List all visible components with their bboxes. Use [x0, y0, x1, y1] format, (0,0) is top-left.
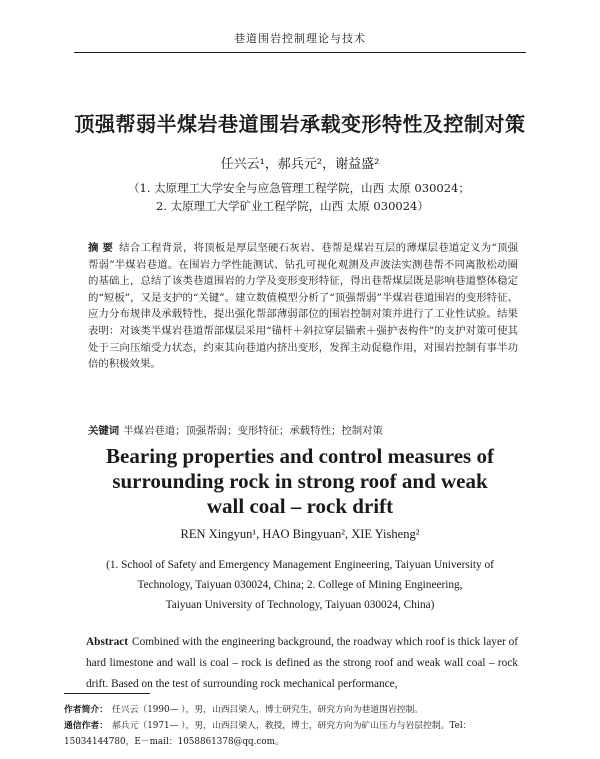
affiliation-en-line: (1. School of Safety and Emergency Management Engineering, Taiyuan University of — [106, 559, 494, 571]
affiliation-zh-line: 2. 太原理工大学矿业工程学院，山西 太原 030024） — [156, 199, 429, 213]
footnote-corresponding-text: 郝兵元（1971— ），男，山西吕梁人，教授，博士，研究方向为矿山压力与岩层控制。Tel： — [112, 721, 472, 731]
affiliation-en-line: Technology, Taiyuan 030024, China; 2. College of Mining Engineering, — [137, 579, 463, 591]
abstract-en — [86, 632, 518, 694]
keywords-zh-text: 半煤岩巷道；顶强帮弱；变形特征；承载特性；控制对策 — [123, 425, 383, 437]
footnote-author-text: 任兴云（1990— ），男，山西吕梁人，博士研究生，研究方向为巷道围岩控制。 — [112, 705, 424, 715]
affiliation-en-line: Taiyuan University of Technology, Taiyuan 030024, China) — [165, 599, 435, 611]
footnote-author — [64, 702, 544, 715]
affiliation-zh-line: （1. 太原理工大学安全与应急管理工程学院，山西 太原 030024； — [128, 181, 470, 195]
abstract-zh-label: 摘 要 — [88, 242, 114, 254]
footnote-corresponding-label: 通信作者： — [64, 721, 108, 731]
title-en-line: wall coal – rock drift — [206, 494, 394, 518]
keywords-zh-label: 关键词 — [88, 425, 120, 437]
footnote-author-label: 作者简介： — [64, 705, 108, 715]
footnote-rule — [64, 693, 150, 694]
abstract-en-text: Combined with the engineering background, the roadway which roof is thick layer of hard limestone and wall is coal – rock is defined as the strong roof and weak wall coal – rock drift. Based on the test of surrounding rock mechanical performance, — [86, 636, 518, 690]
header-rule — [74, 52, 526, 53]
title-en-line: surrounding rock in strong roof and weak — [112, 469, 488, 493]
footnote-corresponding — [64, 718, 544, 731]
footnote-corresponding-contact: 15034144780，E－mail：1058861378@qq.com。 — [64, 737, 284, 747]
abstract-en-label: Abstract — [86, 636, 129, 648]
authors-en: REN Xingyun¹, HAO Bingyuan², XIE Yisheng² — [180, 527, 420, 541]
title-en-line: Bearing properties and control measures of — [106, 444, 494, 468]
title-zh: 顶强帮弱半煤岩巷道围岩承载变形特性及控制对策 — [74, 112, 526, 136]
authors-zh: 任兴云¹，郝兵元²，谢益盛² — [220, 157, 380, 172]
running-header: 巷道围岩控制理论与技术 — [234, 32, 366, 45]
keywords-zh — [88, 422, 518, 437]
abstract-zh-text: 结合工程背景，将顶板是厚层坚硬石灰岩、巷帮是煤岩互层的薄煤层巷道定义为“顶强帮弱”半煤岩巷道。在围岩力学性能测试、钻孔可视化观测及声波法实测巷帮不同离散松动圈的基础上，总结了该类巷道围岩的力学及变形变形特征，得出巷帮煤层既是影响巷道整体稳定的“短板”，又是支护的“关键”。建立数值模型分析了“顶强帮弱”半煤岩巷道围岩的变形特征、应力分布规律及承载特性，提出强化帮部薄弱部位的围岩控制对策并进行了工业性试验。结果表明：对该类半煤岩巷道帮部煤层采用“锚杆＋斜拉穿层锚索＋强护表构件”的支护对策可使其处于三向压缩受力状态，约束其向巷道内挤出变形，发挥主动促稳作用，对围岩控制有事半功倍的积极效果。 — [88, 242, 518, 371]
abstract-zh — [88, 240, 518, 373]
